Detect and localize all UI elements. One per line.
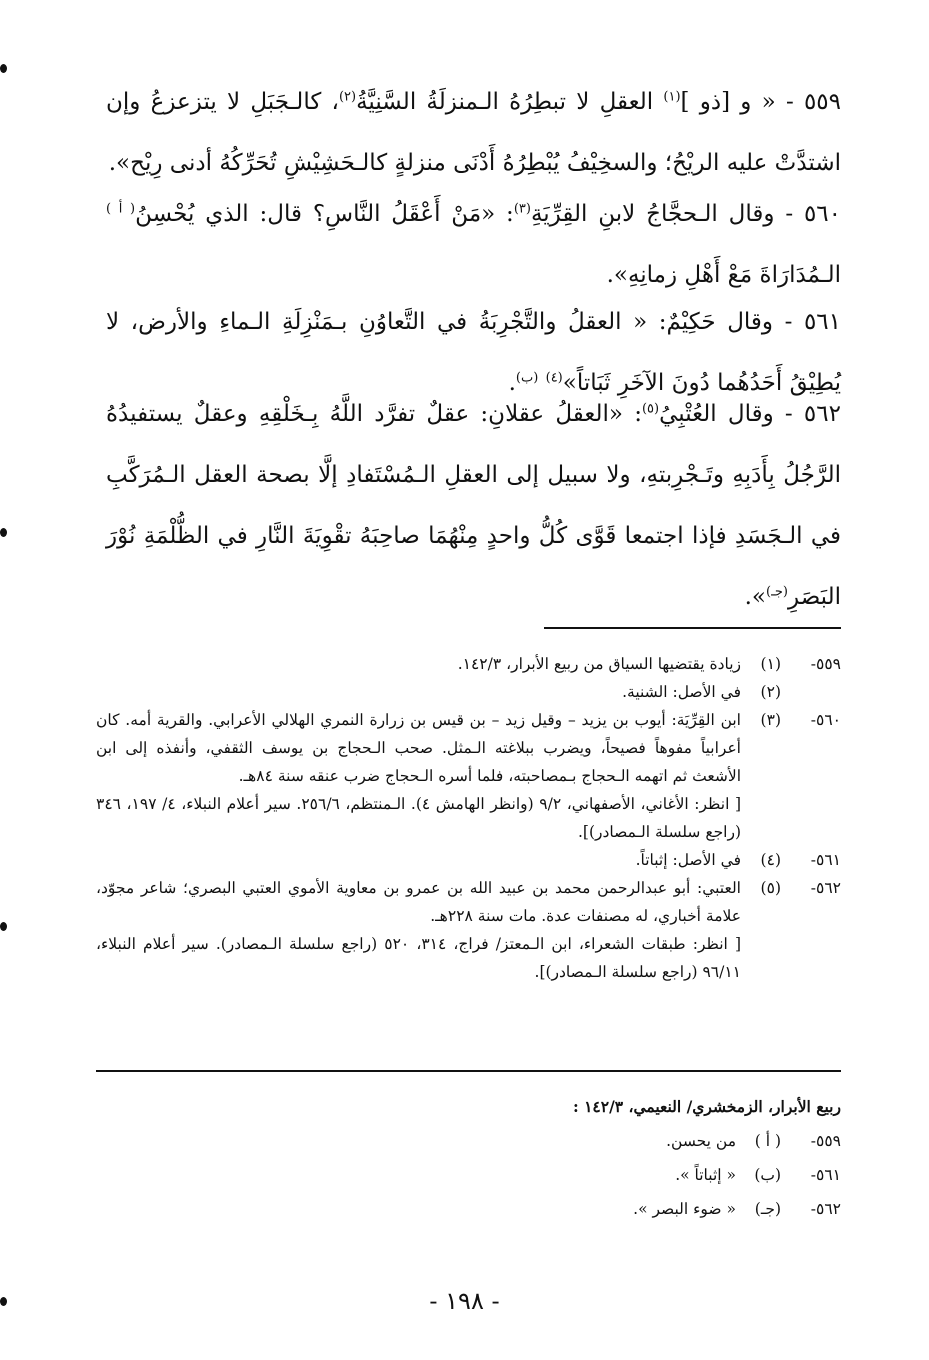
variant-ref[interactable]: (جـ) xyxy=(766,584,789,600)
variant-ref[interactable]: (ب) xyxy=(515,370,539,386)
page-number: - ١٩٨ - xyxy=(429,1287,500,1315)
footnote-item: ٥٦٢- (٥) العتبي: أبو عبدالرحمن محمد بن عبيد الله بن عمرو بن معاوية الأموي العتبي البصري؛ شاعر مجوّد، علامة أخباري، له مصنفات عدة. مات سنة ٢٢٨هـ. xyxy=(96,879,841,925)
footnote-item: ٥٦٠- (٣) ابن القِرِّيَة: أيوب بن يزيد – وقيل زيد – بن قيس بن زرارة النمري الهلالي الأعرابي. والقرية أمه. كان أعرابياً مفوهاً فصيحاً، ويضرب ببلاغته الـمثل. صحب الـحجاج بن يوسف الثقفي، وأنفذه إلى ابن الأشعث ثم اتهمه الـحجاج بـمصاحبته، فلما أسره الـحجاج ضرب عنقه سنة ٨٤هـ. xyxy=(96,711,841,785)
variant-item: ٥٦٢- (جـ) « ضوء البصر ». xyxy=(633,1200,841,1218)
footnote-ref[interactable]: (٢) xyxy=(338,89,357,105)
footnote-item: ٥٥٩- (١) زيادة يقتضيها السياق من ربيع الأبرار، ١٤٢/٣. xyxy=(457,655,841,673)
variant-item: ٥٥٩- ( أ ) من يحسن. xyxy=(666,1132,841,1150)
scan-mark xyxy=(0,922,7,931)
variants-heading: ربيع الأبرار، الزمخشري/ النعيمي، ١٤٢/٣ : xyxy=(572,1097,841,1116)
variants-divider xyxy=(96,1070,841,1072)
footnote-item: (٢) في الأصل: الشنية. xyxy=(622,683,781,701)
entry-560: ٥٦٠ - وقال الـحجَّاجُ لابنِ القِرِّيَةِ$^{(٣)}$: «مَنْ أَعْقَلُ النَّاسِ؟ قال: الذي يُحْسِنُ$^{( أ )}$ الـمُدَارَاةَ مَعْ أَهْلِ زمانِهِ». xyxy=(106,201,841,288)
scan-mark xyxy=(0,64,7,73)
variant-ref[interactable]: ( أ ) xyxy=(106,201,136,217)
variant-readings xyxy=(96,1090,841,1226)
entry-561: ٥٦١ - وقال حَكِيْمٌ: « العقلُ والتَّجْرِبَةُ في التَّعاوُنِ بـمَنْزِلَةِ الـماءِ والأرض، لا يُطِيْقُ أَحَدُهُما دُونَ الآخَرِ ثَبَاتاً»$^{(٤)}$ $^{(ب)}$. xyxy=(106,309,841,396)
footnote-ref[interactable]: (٤) xyxy=(545,370,563,386)
footnote-ref[interactable]: (١) xyxy=(663,89,681,105)
entry-559: ٥٥٩ - « و [ذو ]$^{(١)}$ العقلِ لا تبطِرُهُ الـمنزلَةُ السَّنِيَّةُ$^{(٢)}$، كالـجَبَلِ لا يتزعزعُ وإن اشتدَّتْ عليه الريْحُ؛ والسخِيْفُ يُبْطِرُهُ أَدْنَى منزلةٍ كالـحَشِيْشِ تُحَرِّكُهُ أدنى رِيْح». xyxy=(106,89,842,176)
footnotes xyxy=(96,650,841,986)
scan-mark xyxy=(0,528,7,537)
footnote-ref[interactable]: (٣) xyxy=(513,201,531,217)
footnote-item: ٥٦١- (٤) في الأصل: إثباتاً. xyxy=(635,851,841,869)
footnote-item: [ انظر: طبقات الشعراء، ابن الـمعتز/ فراج، ٣١٤، ٥٢٠ (راجع سلسلة الـمصادر). سير أعلام النبلاء، ٩٦/١١ (راجع سلسلة الـمصادر)]. xyxy=(96,935,741,981)
footnote-divider xyxy=(544,627,841,629)
entry-562: ٥٦٢ - وقال العُتْبِيُ$^{(٥)}$: «العقلُ عقلانِ: عقلٌ تفرَّد اللَّهُ بِـخَلْقِهِ وعقلٌ يستفيدُهُ الرَّجُلُ بِأَدَبِهِ وتَـجْرِبتهِ، ولا سبيل إلى العقلِ الـمُسْتَفادِ إلَّا بصحة العقل الـمُرَكَّبِ في الـجَسَدِ فإذا اجتمعا قَوَّى كُلُّ واحدٍ مِنْهُمَا صاحِبَهُ تقْوِيَةَ النَّارِ في الظُّلْمَةِ نُوْرَ البَصَرِ$^{(جـ)}$». xyxy=(106,401,841,610)
variant-item: ٥٦١- (ب) « إثباتاً ». xyxy=(675,1166,841,1184)
footnote-ref[interactable]: (٥) xyxy=(641,401,660,417)
footnote-item: [ انظر: الأغاني، الأصفهاني، ٩/٢ (وانظر الهامش ٤). الـمنتظم، ٢٥٦/٦. سير أعلام النبلاء، ٤/ ١٩٧، ٣٤٦ (راجع سلسلة الـمصادر)]. xyxy=(96,795,741,841)
